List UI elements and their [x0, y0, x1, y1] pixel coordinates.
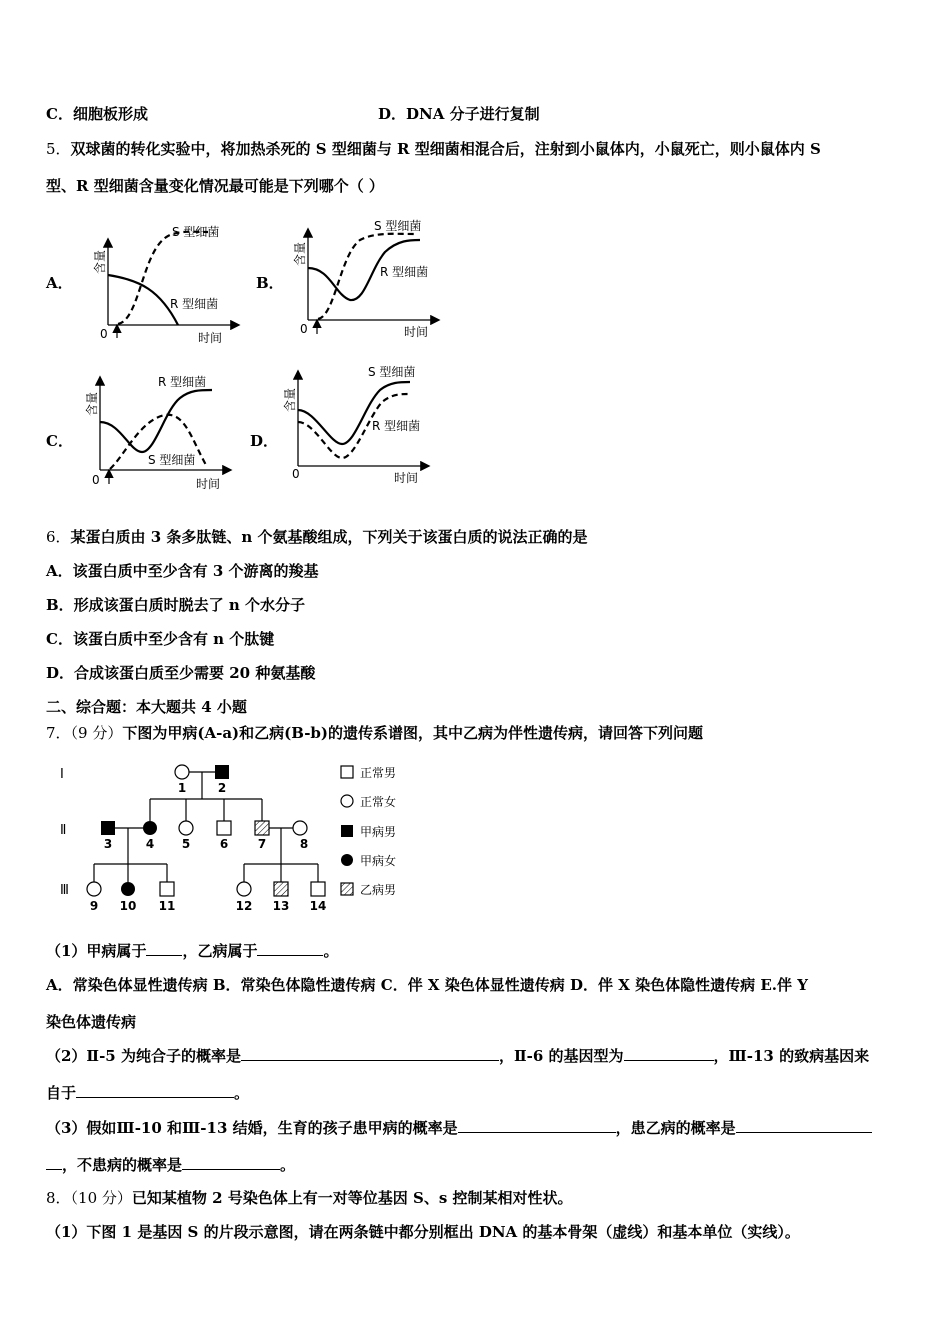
- q6-option-a: A．该蛋白质中至少含有 3 个游离的羧基: [46, 562, 319, 580]
- ind-13-num: 13: [272, 899, 290, 913]
- legend-b-male-symbol: [341, 883, 353, 895]
- legend-a-female: 甲病女: [360, 854, 397, 868]
- legend-a-female-symbol: [341, 854, 353, 866]
- ind-10: [121, 882, 135, 896]
- ind-3-num: 3: [103, 837, 113, 851]
- q5-graph-d-label: D．: [250, 432, 279, 450]
- graph-b-ylabel: 含量: [293, 241, 307, 267]
- graph-d-xlabel: 时间: [393, 471, 419, 485]
- q7-part2-e: 。: [234, 1084, 250, 1102]
- legend-normal-female-symbol: [341, 795, 353, 807]
- graph-c-xlabel: 时间: [195, 477, 221, 491]
- ind-3: [101, 821, 115, 835]
- q5-stem-line1: [46, 138, 821, 159]
- q6-stem: [46, 526, 588, 547]
- q7-part2-d: 自于: [46, 1084, 77, 1102]
- q7-blank-1[interactable]: [146, 941, 182, 956]
- graph-a-s-label: S 型细菌: [172, 225, 220, 239]
- graph-a: [108, 232, 238, 338]
- graph-a-origin: 0: [100, 327, 108, 341]
- q5-graph-a-label: A．: [46, 274, 73, 292]
- graph-d-origin: 0: [292, 467, 300, 481]
- ind-14-num: 14: [309, 899, 327, 913]
- graph-d-r-label: R 型细菌: [372, 419, 421, 433]
- graph-c-ylabel: 含量: [85, 391, 99, 417]
- q7-part3-b: ，患乙病的概率是: [615, 1119, 736, 1137]
- ind-2: [215, 765, 229, 779]
- q7-blank-7-cont[interactable]: [46, 1155, 62, 1170]
- ind-4-num: 4: [145, 837, 155, 851]
- q8-stem: [46, 1187, 573, 1208]
- q7-part1-b: ，乙病属于: [182, 942, 258, 960]
- gen-label-2: Ⅱ: [60, 823, 67, 838]
- q8-number: 8．（10 分）: [46, 1189, 132, 1207]
- ind-7-num: 7: [257, 837, 267, 851]
- graph-c-r-label: R 型细菌: [158, 375, 207, 389]
- q7-part3-d: 。: [280, 1156, 296, 1174]
- ind-5: [179, 821, 193, 835]
- q7-part1: [46, 940, 338, 961]
- ind-9-num: 9: [89, 899, 99, 913]
- q7-pedigree: [0, 755, 460, 920]
- legend-a-male-symbol: [341, 825, 353, 837]
- q7-part1-options-cont: 染色体遗传病: [46, 1013, 137, 1031]
- legend-normal-male-symbol: [341, 766, 353, 778]
- ind-12: [237, 882, 251, 896]
- graph-a-r-label: R 型细菌: [170, 297, 219, 311]
- q5-text1: 双球菌的转化实验中，将加热杀死的 S 型细菌与 R 型细菌相混合后，注射到小鼠体内，小鼠死亡，则小鼠体内 S: [70, 140, 821, 158]
- ind-8: [293, 821, 307, 835]
- q6-number: 6．: [46, 528, 71, 546]
- graph-b: [308, 230, 438, 334]
- gen-label-3: Ⅲ: [60, 883, 69, 898]
- graph-d-ylabel: 含量: [283, 387, 297, 413]
- legend-b-male: 乙病男: [360, 883, 397, 897]
- q5-graph-c-label: C．: [46, 432, 73, 450]
- graph-b-origin: 0: [300, 322, 308, 336]
- ind-8-num: 8: [299, 837, 309, 851]
- ind-12-num: 12: [235, 899, 253, 913]
- ind-11: [160, 882, 174, 896]
- section-2-heading: 二、综合题：本大题共 4 小题: [46, 698, 247, 716]
- q7-part2-a: （2）Ⅱ-5 为纯合子的概率是: [46, 1047, 241, 1065]
- q7-part1-c: 。: [323, 942, 339, 960]
- ind-7: [255, 821, 269, 835]
- ind-6-num: 6: [219, 837, 229, 851]
- q8-text: 已知某植物 2 号染色体上有一对等位基因 S、s 控制某相对性状。: [131, 1189, 573, 1207]
- ind-2-num: 2: [217, 781, 227, 795]
- ind-1-num: 1: [177, 781, 187, 795]
- q7-part3-a: （3）假如Ⅲ-10 和Ⅲ-13 结婚，生育的孩子患甲病的概率是: [46, 1119, 458, 1137]
- q7-part3: [46, 1117, 872, 1138]
- q7-blank-3[interactable]: [241, 1046, 499, 1061]
- graph-c-s-label: S 型细菌: [148, 453, 196, 467]
- ind-1: [175, 765, 189, 779]
- q7-part3-cont: [46, 1154, 295, 1175]
- q6-text: 某蛋白质由 3 条多肽链、n 个氨基酸组成，下列关于该蛋白质的说法正确的是: [70, 528, 588, 546]
- q7-blank-6[interactable]: [458, 1118, 616, 1133]
- q4-option-d: D．DNA 分子进行复制: [378, 105, 540, 123]
- gen-label-1: Ⅰ: [60, 767, 64, 782]
- graph-c-origin: 0: [92, 473, 100, 487]
- graph-d-s-curve: [298, 382, 410, 444]
- ind-10-num: 10: [119, 899, 137, 913]
- legend-normal-female: 正常女: [360, 795, 397, 809]
- q7-text: 下图为甲病(A-a)和乙病(B-b)的遗传系谱图，其中乙病为伴性遗传病，请回答下列问题: [122, 724, 704, 742]
- q7-part1-options: A．常染色体显性遗传病 B．常染色体隐性遗传病 C．伴 X 染色体显性遗传病 D．伴 X 染色体隐性遗传病 E.伴 Y: [46, 976, 808, 994]
- graph-d-s-label: S 型细菌: [368, 365, 416, 379]
- q7-stem: [46, 722, 703, 743]
- q7-blank-4[interactable]: [624, 1046, 714, 1061]
- graph-b-r-label: R 型细菌: [380, 265, 429, 279]
- ind-4: [143, 821, 157, 835]
- graph-c: [100, 378, 230, 484]
- q7-blank-5[interactable]: [76, 1083, 234, 1098]
- q7-part2-b: ，Ⅱ-6 的基因型为: [498, 1047, 624, 1065]
- graph-a-r-curve: [108, 275, 178, 325]
- graph-b-xlabel: 时间: [403, 325, 429, 339]
- ind-14: [311, 882, 325, 896]
- q7-number: 7．（9 分）: [46, 724, 123, 742]
- q7-part2-c: ，Ⅲ-13 的致病基因来: [713, 1047, 870, 1065]
- q7-blank-8[interactable]: [182, 1155, 280, 1170]
- ind-9: [87, 882, 101, 896]
- q7-part2-cont: [46, 1082, 249, 1103]
- legend-a-male: 甲病男: [360, 825, 397, 839]
- graph-b-s-label: S 型细菌: [374, 219, 422, 233]
- q5-graphs: [0, 200, 460, 500]
- q7-part3-c: ，不患病的概率是: [62, 1156, 183, 1174]
- graph-a-xlabel: 时间: [197, 331, 223, 345]
- q7-blank-2[interactable]: [257, 941, 323, 956]
- q6-option-b: B．形成该蛋白质时脱去了 n 个水分子: [46, 596, 306, 614]
- q8-part1: （1）下图 1 是基因 S 的片段示意图，请在两条链中都分别框出 DNA 的基本骨架（虚线）和基本单位（实线）。: [46, 1223, 800, 1241]
- ind-6: [217, 821, 231, 835]
- q4-option-c: C．细胞板形成: [46, 105, 148, 123]
- graph-a-ylabel: 含量: [93, 249, 107, 275]
- q6-option-d: D．合成该蛋白质至少需要 20 种氨基酸: [46, 664, 316, 682]
- q6-option-c: C．该蛋白质中至少含有 n 个肽键: [46, 630, 275, 648]
- legend-normal-male: 正常男: [360, 766, 397, 780]
- q5-graph-b-label: B．: [256, 274, 284, 292]
- ind-5-num: 5: [181, 837, 191, 851]
- ind-13: [274, 882, 288, 896]
- q7-part2: [46, 1045, 869, 1066]
- ind-11-num: 11: [158, 899, 176, 913]
- q7-blank-7[interactable]: [736, 1118, 872, 1133]
- q7-part1-a: （1）甲病属于: [46, 942, 147, 960]
- q5-number: 5．: [46, 140, 71, 158]
- pedigree-lines: [94, 772, 318, 882]
- q5-stem-line2: 型、R 型细菌含量变化情况最可能是下列哪个（ ）: [46, 177, 384, 195]
